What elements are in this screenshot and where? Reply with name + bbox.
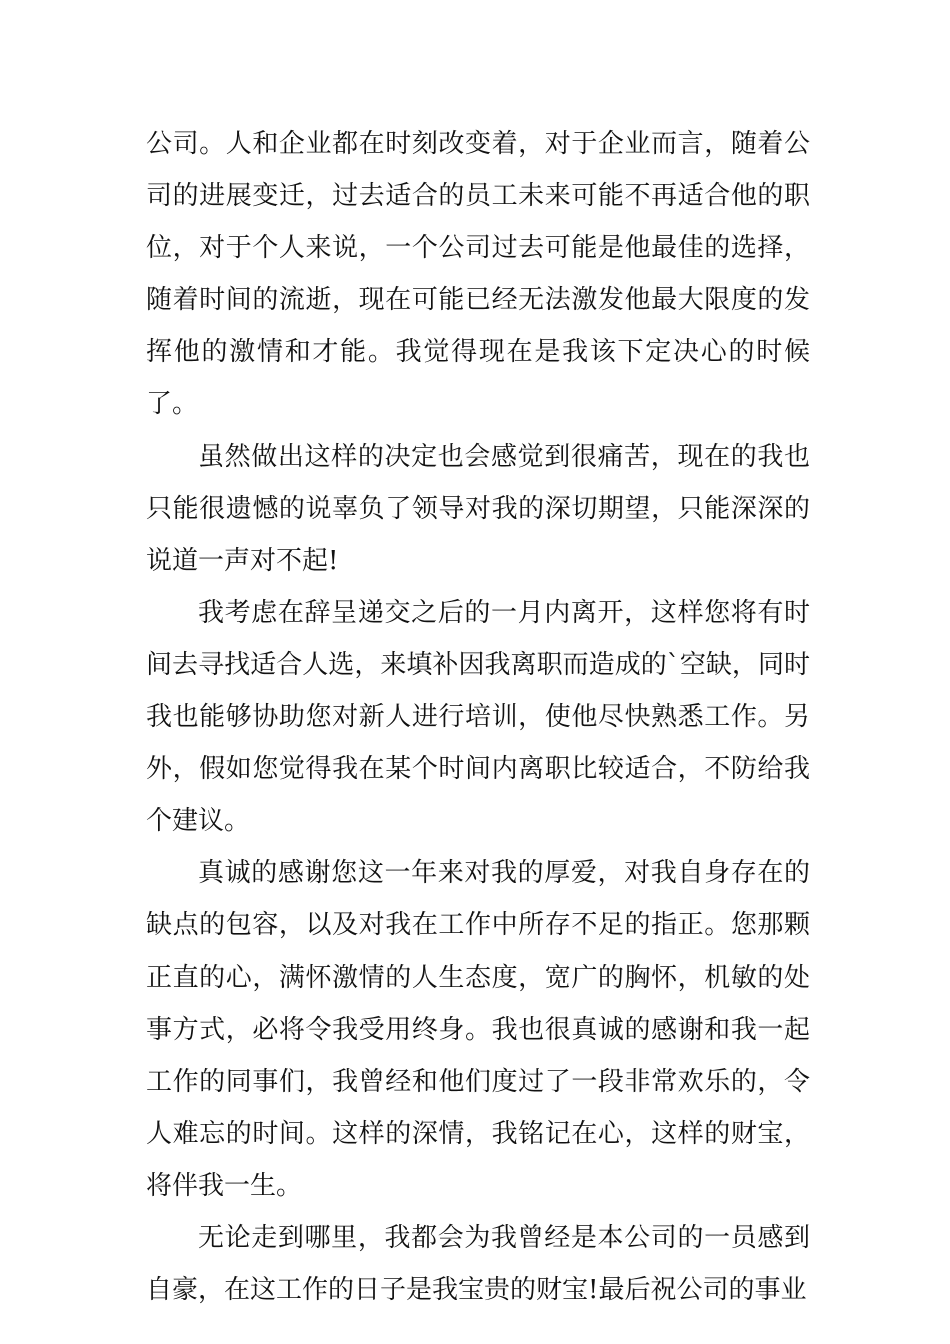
paragraph-decision: 虽然做出这样的决定也会感觉到很痛苦，现在的我也只能很遗憾的说辜负了领导对我的深切期望，只能深深的说道一声对不起! [146,441,810,576]
paragraph-gratitude: 真诚的感谢您这一年来对我的厚爱，对我自身存在的缺点的包容，以及对我在工作中所存不足的指正。您那颗正直的心，满怀激情的人生态度，宽广的胸怀，机敏的处事方式，必将令我受用终身。我也很真诚的感谢和我一起工作的同事们，我曾经和他们度过了一段非常欢乐的，令人难忘的时间。这样的深情，我铭记在心，这样的财宝，将伴我一生。 [146,858,810,1201]
paragraph-closing: 无论走到哪里，我都会为我曾经是本公司的一员感到自豪，在这工作的日子是我宝贵的财宝!最后祝公司的事业 [146,1222,810,1306]
paragraph-continuation: 公司。人和企业都在时刻改变着，对于企业而言，随着公司的进展变迁，过去适合的员工未来可能不再适合他的职位，对于个人来说，一个公司过去可能是他最佳的选择，随着时间的流逝，现在可能已经无法激发他最大限度的发挥他的激情和才能。我觉得现在是我该下定决心的时候了。 [146,129,810,420]
document-body [146,118,810,1316]
paragraph-departure-plan: 我考虑在辞呈递交之后的一月内离开，这样您将有时间去寻找适合人选，来填补因我离职而造成的`空缺，同时我也能够协助您对新人进行培训，使他尽快熟悉工作。另外，假如您觉得我在某个时间内离职比较适合，不防给我个建议。 [146,597,810,837]
